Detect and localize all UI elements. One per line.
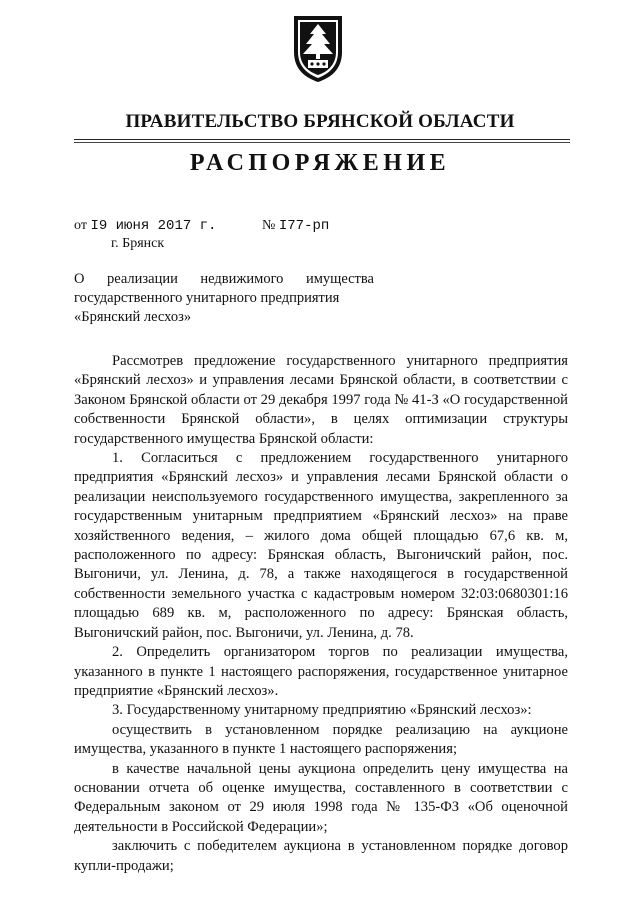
date-prefix: от (74, 218, 87, 233)
document-number-line (262, 218, 329, 234)
header-rule-thin (74, 142, 570, 143)
document-date-line (74, 218, 216, 234)
number-label: № (262, 218, 276, 233)
body-paragraph: в качестве начальной цены аукциона определить цену имущества на основании отчета об оценке имущества, составленного в соответствии с Федеральным законом от 29 июля 1998 года № 135-ФЗ «Об оценочной деятельности в Российской Федерации»; (74, 760, 568, 835)
document-number: I77-рп (278, 218, 330, 234)
body-paragraph: 3. Государственному унитарному предприятию «Брянский лесхоз»: (112, 702, 532, 719)
document-type-title: РАСПОРЯЖЕНИЕ (189, 150, 451, 176)
subject-line: государственного унитарного предприятия (74, 290, 340, 306)
subject-line: «Брянский лесхоз» (74, 309, 192, 325)
document-place: г. Брянск (111, 236, 165, 251)
document-date: I9 июня 2017 г. (90, 218, 217, 234)
government-title: ПРАВИТЕЛЬСТВО БРЯНСКОЙ ОБЛАСТИ (125, 111, 515, 132)
bryansk-coat-of-arms-icon (290, 12, 346, 84)
body-paragraph: заключить с победителем аукциона в установленном порядке договор купли-продажи; (74, 838, 568, 874)
body-paragraph: осуществить в установленном порядке реализацию на аукционе имущества, указанного в пункте 1 настоящего распоряжения; (74, 721, 568, 758)
body-paragraph: 1. Согласиться с предложением государственного унитарного предприятия «Брянский лесхоз» и управления лесами Брянской области о реализации неиспользуемого государственного имущества, закрепленного за государственным унитарным предприятием «Брянский лесхоз» на праве хозяйственного ведения, – жилого дома общей площадью 67,6 кв. м, расположенного по адресу: Брянская область, Выгоничский район, пос. Выгоничи, ул. Ленина, д. 78, а также находящегося в государственной собственности земельного участка с кадастровым номером 32:03:0680301:16 площадью 689 кв. м, расположенного по адресу: Брянская область, Выгоничский район, пос. Выгоничи, ул. Ленина, д. 78. (74, 450, 568, 641)
body-paragraph: Рассмотрев предложение государственного унитарного предприятия «Брянский лесхоз» и управления лесами Брянской области, в соответствии с Законом Брянской области от 29 декабря 1997 года № 41-З «О государственной собственности Брянской области», в целях оптимизации структуры государственного имущества Брянской области: (74, 353, 568, 447)
document-body (74, 352, 568, 876)
header-rule (74, 139, 570, 140)
body-paragraph: 2. Определить организатором торгов по реализации имущества, указанного в пункте 1 настоящего распоряжения, государственное унитарное предприятие «Брянский лесхоз». (74, 644, 568, 699)
document-subject (74, 270, 374, 327)
subject-line: О реализации недвижимого имущества (74, 271, 374, 287)
